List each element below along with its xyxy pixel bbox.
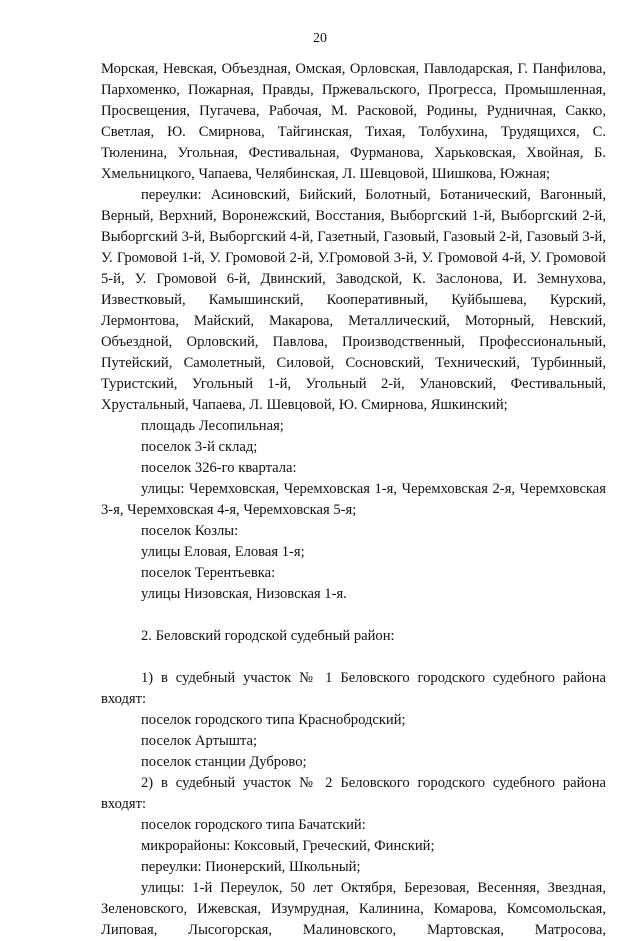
list-item: поселок городского типа Краснобродский; xyxy=(141,712,406,728)
streets-326-paragraph: улицы: Черемховская, Черемховская 1-я, Черемховская 2-я, Черемховская 3-я, Черемховская 4-я, Черемховская 5-я; xyxy=(101,481,606,518)
list-item: улицы Низовская, Низовская 1-я. xyxy=(141,586,347,602)
streets-bachat-paragraph: улицы: 1-й Переулок, 50 лет Октября, Березовая, Весенняя, Звездная, Зеленовского, Ижевская, Изумрудная, Калинина, Комарова, Комсомольская, Липовая, Лысогорская, Малиновского, Мартовская, Матросова, xyxy=(101,880,606,938)
streets-continued-paragraph: Морская, Невская, Объездная, Омская, Орловская, Павлодарская, Г. Панфилова, Пархоменко, Пожарная, Правды, Пржевальского, Прогресса, Промышленная, Просвещения, Пугачева, Рабочая, М. Расковой, Родины, Рудничная, Сакко, Светлая, Ю. Смирнова, Тайгинская, Тихая, Толбухина, Трудящихся, С. Тюленина, Угольная, Фестивальная, Фурманова, Харьковская, Хвойная, Б. Хмельницкого, Чапаева, Челябинская, Л. Шевцовой, Шишкова, Южная; xyxy=(101,61,606,182)
list-item: микрорайоны: Коксовый, Греческий, Финский; xyxy=(141,838,435,854)
list-item: поселок 326-го квартала: xyxy=(141,460,297,476)
district-heading: 2. Беловский городской судебный район: xyxy=(141,628,395,644)
list-item: поселок Артышта; xyxy=(141,733,258,749)
page-number: 20 xyxy=(313,31,327,46)
section-1-paragraph: 1) в судебный участок № 1 Беловского городского судебного района входят: xyxy=(101,670,606,707)
list-item: поселок 3-й склад; xyxy=(141,439,258,455)
document-body xyxy=(101,59,606,941)
section-2-paragraph: 2) в судебный участок № 2 Беловского городского судебного района входят: xyxy=(101,775,606,812)
spacer xyxy=(101,605,606,626)
list-item: переулки: Пионерский, Школьный; xyxy=(141,859,361,875)
list-item: улицы Еловая, Еловая 1-я; xyxy=(141,544,305,560)
list-item: поселок Козлы: xyxy=(141,523,239,539)
spacer xyxy=(101,647,606,668)
list-item: поселок станции Дуброво; xyxy=(141,754,307,770)
list-item: площадь Лесопильная; xyxy=(141,418,284,434)
lanes-paragraph: переулки: Асиновский, Бийский, Болотный, Ботанический, Вагонный, Верный, Верхний, Воронежский, Восстания, Выборгский 1-й, Выборгский 2-й, Выборгский 3-й, Выборгский 4-й, Газетный, Газовый, Газовый 2-й, Газовый 3-й, У. Громовой 1-й, У. Громовой 2-й, У.Громовой 3-й, У. Громовой 4-й, У. Громовой 5-й, У. Громовой 6-й, Двинский, Заводской, К. Заслонова, И. Земнухова, Известковый, Камышинский, Кооперативный, Куйбышева, Курский, Лермонтова, Майский, Макарова, Металлический, Моторный, Невский, Объездной, Орловский, Павлова, Производственный, Профессиональный, Путейский, Самолетный, Силовой, Сосновский, Технический, Турбинный, Туристский, Угольный 1-й, Угольный 2-й, Улановский, Фестивальный, Хрустальный, Чапаева, Л. Шевцовой, Ю. Смирнова, Яшкинский; xyxy=(101,187,606,413)
list-item: поселок городского типа Бачатский: xyxy=(141,817,366,833)
list-item: поселок Терентьевка: xyxy=(141,565,276,581)
